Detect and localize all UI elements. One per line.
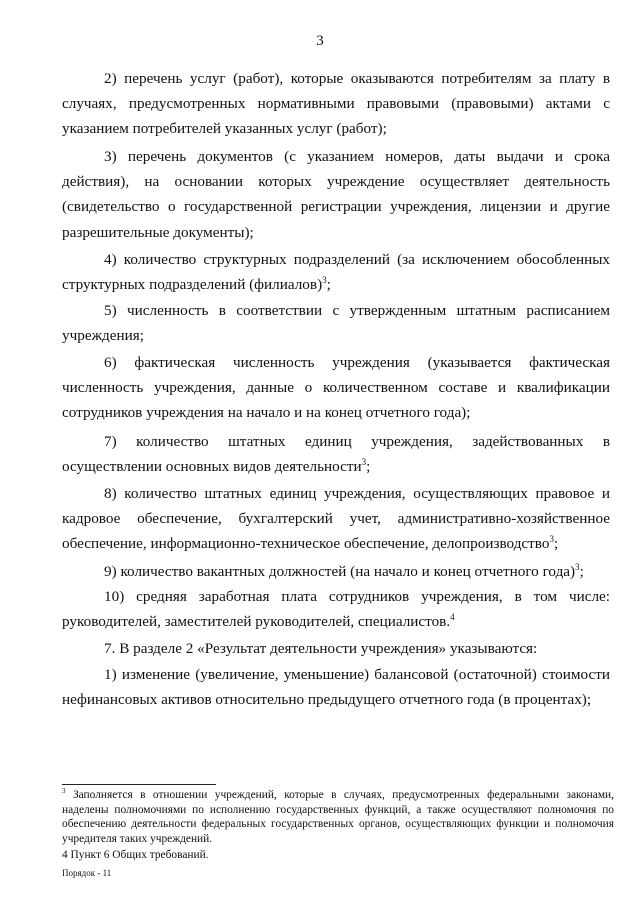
paragraph-item-7: 7) количество штатных единиц учреждения, задействованных в осуществлении основных видов деятельности$^3$; (62, 433, 610, 476)
footnote-ref: 3 (575, 561, 580, 572)
footnote-ref: 3 (322, 275, 327, 286)
footnote-ref: 3 (361, 457, 367, 468)
document-footer: Порядок - 11 (62, 868, 112, 878)
paragraph-item-10: 10) средняя заработная плата сотрудников учреждения, в том числе: руководителей, заместителей руководителей, специалистов.$^4$ (62, 588, 610, 631)
footnote-4: 4 Пункт 6 Общих требований. (62, 849, 209, 861)
page-number: 3 (316, 33, 324, 49)
section-heading-7: 7. В разделе 2 «Результат деятельности учреждения» указываются: (104, 640, 538, 657)
paragraph-item-8: 8) количество штатных единиц учреждения, осуществляющих правовое и кадровое обеспечение, бухгалтерский учет, административно-хозяйственное обеспечение, информационно-техническое обеспечение, делопроизводство$^3$; (62, 485, 610, 553)
paragraph-item-4: 4) количество структурных подразделений (за исключением обособленных структурных подразделений (филиалов)$^3$; (62, 251, 610, 294)
footnote-ref: 3 (549, 534, 554, 545)
footnote-separator (62, 784, 216, 785)
paragraph-item-3: 3) перечень документов (с указанием номеров, даты выдачи и срока действия), на основании которых учреждение осуществляет деятельность (свидетельство о государственной регистрации учреждения, лицензии и другие разрешительные документы); (62, 148, 610, 241)
paragraph-item-6: 6) фактическая численность учреждения (указывается фактическая численность учреждения, данные о количественном составе и квалификации сотрудников учреждения на начало и на конец отчетного года); (62, 354, 610, 422)
paragraph-item-9: 9) количество вакантных должностей (на начало и конец отчетного года)$^3$; (104, 561, 584, 580)
footnote-ref: 4 (450, 612, 455, 623)
footnote-mark: 3 (62, 787, 66, 796)
paragraph-item-5: 5) численность в соответствии с утвержденным штатным расписанием учреждения; (62, 302, 610, 345)
footnote-3: $^3$ Заполняется в отношении учреждений, которые в случаях, предусмотренных федеральными законами, наделены полномочиями по исполнению государственных функций, а также осуществляют полномочия по обеспечению деятельности федеральных государственных органов, осуществляющих функции и полномочия учредителя таких учреждений. (62, 787, 614, 845)
paragraph-item-2: 2) перечень услуг (работ), которые оказываются потребителям за плату в случаях, предусмотренных нормативными правовыми (правовыми) актами с указанием потребителей указанных услуг (работ); (62, 70, 610, 138)
paragraph-item-1: 1) изменение (увеличение, уменьшение) балансовой (остаточной) стоимости нефинансовых активов относительно предыдущего отчетного года (в процентах); (62, 666, 610, 709)
